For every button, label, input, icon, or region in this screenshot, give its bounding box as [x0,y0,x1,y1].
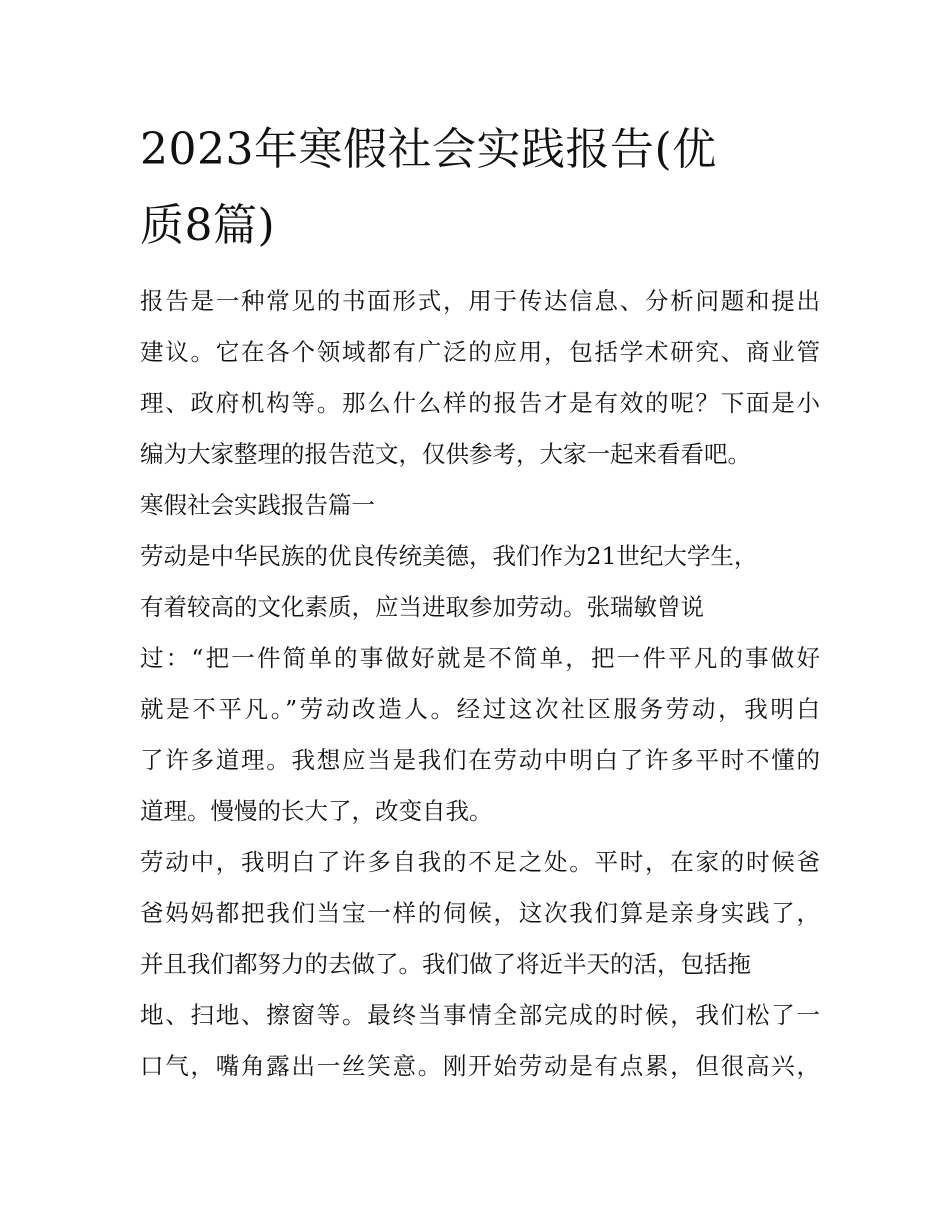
paragraph-line: 报告是一种常见的书面形式，用于传达信息、分析问题和提出 [140,287,820,315]
document-title [140,112,820,264]
paragraph-line: 劳动是中华民族的优良传统美德，我们作为21世纪大学生， [140,542,758,570]
title-line: 2023年寒假社会实践报告(优 [140,124,717,175]
paragraph-line: 过：“把一件简单的事做好就是不简单，把一件平凡的事做好 [140,644,820,672]
paragraph-line: 编为大家整理的报告范文，仅供参考，大家一起来看看吧。 [140,440,751,468]
section-heading: 寒假社会实践报告篇一 [140,491,375,519]
paragraph-line: 道理。慢慢的长大了，改变自我。 [140,797,493,825]
paragraph-line: 口气，嘴角露出一丝笑意。刚开始劳动是有点累，但很高兴， [140,1052,820,1080]
paragraph-line: 并且我们都努力的去做了。我们做了将近半天的活，包括拖 [140,950,751,978]
document-body [140,276,820,1092]
paragraph-line: 建议。它在各个领域都有广泛的应用，包括学术研究、商业管 [140,338,820,366]
paragraph-line: 了许多道理。我想应当是我们在劳动中明白了许多平时不懂的 [140,746,820,774]
paragraph-line: 理、政府机构等。那么什么样的报告才是有效的呢？下面是小 [140,389,820,417]
paragraph-line: 劳动中，我明白了许多自我的不足之处。平时，在家的时候爸 [140,848,820,876]
paragraph-line: 地、扫地、擦窗等。最终当事情全部完成的时候，我们松了一 [140,1001,820,1029]
paragraph-line: 有着较高的文化素质，应当进取参加劳动。张瑞敏曾说 [140,593,704,621]
title-line: 质8篇) [140,200,276,251]
paragraph-line: 就是不平凡。”劳动改造人。经过这次社区服务劳动，我明白 [140,695,820,723]
paragraph-line: 爸妈妈都把我们当宝一样的伺候，这次我们算是亲身实践了， [140,899,820,927]
